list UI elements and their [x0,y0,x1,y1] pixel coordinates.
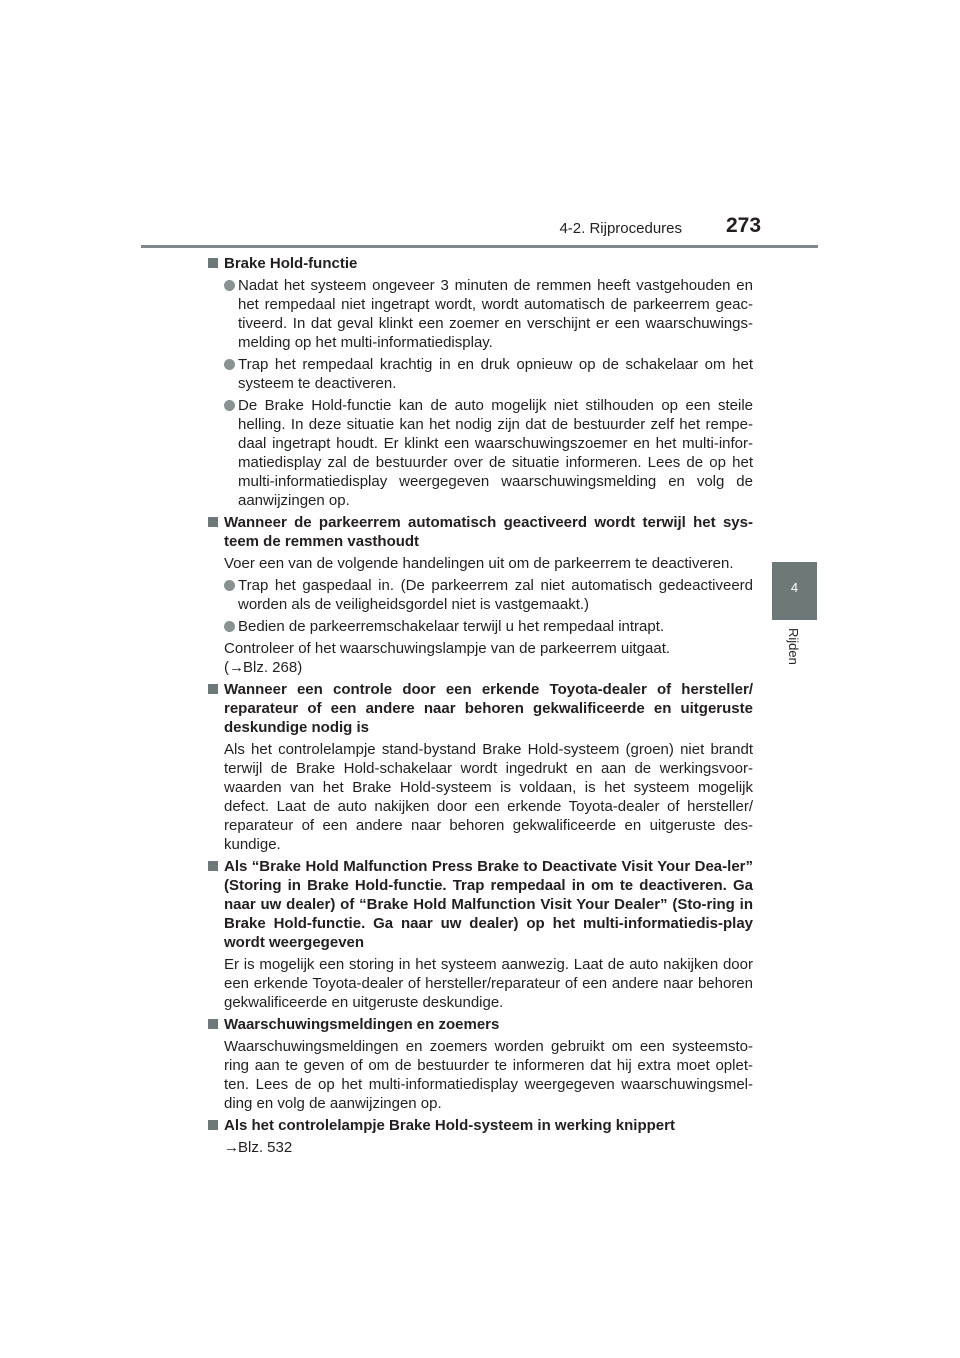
circle-bullet-icon [224,580,235,591]
section-warnings-buzzers [208,1015,753,1113]
section-heading [208,1015,753,1034]
page-header [0,214,960,248]
section-heading-text: Waarschuwingsmeldingen en zoemers [224,1016,500,1033]
right-arrow-icon: → [229,659,244,676]
square-bullet-icon [208,684,218,694]
square-bullet-icon [208,258,218,268]
paragraph: Als het controlelampje stand-bystand Brake Hold-systeem (groen) niet brandt terwijl de Brake Hold-schakelaar wordt ingedrukt en aan de werkingsvoor-waarden van het Brake Hold-systeem is voldaan, is het systeem mogelijk defect. Laat de auto nakijken door een erkende Toyota-dealer of hersteller/ reparateur of een andere naar behoren gekwalificeerde en uitgeruste des-kundige. [224,741,753,853]
list-item-text: Bedien de parkeerremschakelaar terwijl u het rempedaal intrapt. [238,618,665,635]
page-number: 273 [726,214,762,237]
list-item [208,276,753,352]
list-item-text: Nadat het systeem ongeveer 3 minuten de remmen heeft vastgehouden en het rempedaal niet ingetrapt wordt, wordt automatisch de parkeerrem geac-tiveerd. In dat geval klinkt een zoemer en verschijnt er een waarschuwings-melding op het multi-informatiedisplay. [238,277,753,351]
right-arrow-icon: → [224,1139,239,1156]
reference-text: Blz. 268) [243,659,303,676]
section-dealer-check [208,680,753,854]
square-bullet-icon [208,1120,218,1130]
list-item-text: De Brake Hold-functie kan de auto mogelijk niet stilhouden op een steile helling. In deze situatie kan het nodig zijn dat de bestuurder zelf het rempe-daal ingetrapt houdt. Er klinkt een waarschuwingszoemer en het multi-infor-matiedisplay zal de bestuurder over de situatie informeren. Lees de op het multi-informatiedisplay weergegeven waarschuwingsmelding en volg de aanwijzingen op. [238,397,753,509]
circle-bullet-icon [224,280,235,291]
circle-bullet-icon [224,400,235,411]
section-heading-text: Brake Hold-functie [224,255,358,272]
section-heading-text: Als “Brake Hold Malfunction Press Brake to Deactivate Visit Your Dea-ler” (Storing in Brake Hold-functie. Trap rempedaal in om te deactiveren. Ga naar uw dealer) of “Brake Hold Malfunction Visit Your Dealer” (Sto-ring in Brake Hold-functie. Ga naar uw dealer) op het multi-informatiedis-play wordt weergegeven [224,858,753,951]
list-item [208,355,753,393]
reference-paren: ( [224,659,229,676]
section-heading [208,1116,753,1135]
section-heading [208,254,753,273]
page-reference[interactable] [208,658,753,677]
section-heading-text: Wanneer de parkeerrem automatisch geactiveerd wordt terwijl het sys-teem de remmen vasthoudt [224,514,753,550]
section-brake-hold [208,254,753,510]
chapter-tab-label: Rijden [786,628,801,665]
reference-text: Blz. 532 [238,1139,293,1156]
paragraph: Controleer of het waarschuwingslampje van de parkeerrem uitgaat. [224,640,671,657]
section-indicator-flashing [208,1116,753,1157]
chapter-tab-number: 4 [790,580,799,595]
section-heading-text: Wanneer een controle door een erkende Toyota-dealer of hersteller/ reparateur of een andere naar behoren gekwalificeerde en uitgeruste deskundige nodig is [224,681,753,736]
section-malfunction-message [208,857,753,1012]
list-item [208,396,753,510]
page-reference[interactable] [208,1138,753,1157]
section-heading [208,857,753,952]
list-item [208,576,753,614]
list-item [208,617,753,636]
square-bullet-icon [208,861,218,871]
circle-bullet-icon [224,621,235,632]
square-bullet-icon [208,517,218,527]
page-content [208,254,753,1160]
section-heading-text: Als het controlelampje Brake Hold-systeem in werking knippert [224,1117,675,1134]
chapter-tab [772,562,817,620]
header-rule [141,245,818,248]
list-item-text: Trap het rempedaal krachtig in en druk opnieuw op de schakelaar om het systeem te deactiveren. [238,356,753,392]
paragraph: Voer een van de volgende handelingen uit om de parkeerrem te deactiveren. [224,555,734,572]
paragraph: Er is mogelijk een storing in het systeem aanwezig. Laat de auto nakijken door een erkende Toyota-dealer of hersteller/reparateur of een andere naar behoren gekwalificeerde en uitgeruste deskundige. [224,956,753,1011]
section-heading [208,680,753,737]
section-label: 4-2. Rijprocedures [559,220,682,237]
section-parking-brake-auto [208,513,753,677]
paragraph: Waarschuwingsmeldingen en zoemers worden gebruikt om een systeemsto-ring aan te geven of om de bestuurder te informeren dat hij extra moet oplet-ten. Lees de op het multi-informatiedisplay weergegeven waarschuwingsmel-ding en volg de aanwijzingen op. [224,1038,753,1112]
square-bullet-icon [208,1019,218,1029]
circle-bullet-icon [224,359,235,370]
list-item-text: Trap het gaspedaal in. (De parkeerrem zal niet automatisch gedeactiveerd worden als de veiligheidsgordel niet is vastgemaakt.) [238,577,753,613]
section-heading [208,513,753,551]
